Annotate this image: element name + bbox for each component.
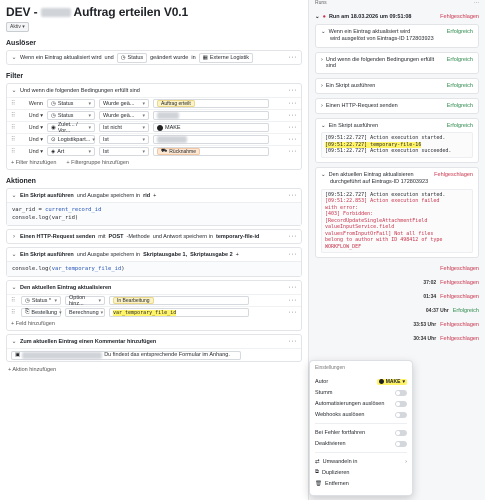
condition-field[interactable]: ◷ Status ▾ [47,111,95,120]
toggle-row-mute[interactable]: Stumm [315,387,407,398]
condition-value[interactable] [153,135,269,144]
tag-icon: ◈ [51,148,56,155]
condition-field[interactable]: ◈ Art ▾ [47,147,95,156]
chevron-right-icon: › [321,57,323,63]
chevron-right-icon: › [321,83,323,89]
run-title: Run am 18.03.2026 um 09:51:08 [328,14,412,20]
make-logo-icon [379,379,384,384]
run-step[interactable]: ⌄ Den aktuellen Eintrag aktualisieren Fehlgeschlagen durchgeführt auf Eintrags-ID 172803923 [09:51:22.727] Action execution started. [09:51:22.853] Action execution failed with error: [403] Forbidden: [RecordUpdateSingleAttachmentField valueInputService.field valuesFromInputOrFail] Not all files belong to author with ID 498412 of type WORKFLOW_DEF [315,167,479,259]
action-title: Den aktuellen Eintrag aktualisieren [20,284,112,291]
add-icon[interactable]: + [235,251,239,258]
step-detail: durchgeführt auf Eintrags-ID 172803923 [330,178,429,185]
update-field-row [7,306,301,318]
truck-icon: ⛟ [161,148,168,154]
link-icon: ⊙ [51,136,56,143]
step-log: [09:51:22.727] Action execution started. [09:51:22.727] temporary-file-16 [09:51:22.727] Action execution succeeded. [321,132,473,158]
drag-handle-icon[interactable]: ⠿ [11,298,16,304]
chevron-down-icon: ⌄ [315,14,320,20]
run-header[interactable] [315,14,479,20]
filter-condition [7,109,301,121]
redacted-value [157,136,187,143]
drag-handle-icon[interactable]: ⠿ [11,310,16,316]
output-variable: Skriptausgabe 1, [143,251,188,258]
filter-card [6,83,302,170]
toggle-row-trigger-automations[interactable]: Automatisierungen auslösen [315,398,407,409]
chevron-down-icon: ⌄ [321,171,326,178]
action-card-update-record [6,280,302,331]
clock-icon: ◷ [120,54,126,61]
more-icon[interactable]: ··· [288,112,297,119]
action-card-comment [6,334,302,362]
drag-handle-icon[interactable]: ⠿ [11,149,16,155]
trigger-field-pill[interactable]: ◷ Status [117,53,147,63]
filter-condition [7,121,301,133]
run-step[interactable]: › Einen HTTP-Request senden Erfolgreich [315,98,479,114]
run-step[interactable]: ⌄ Wenn ein Eintrag aktualisiert wird Erfolgreich wird ausgelöst von Eintrags-ID 172803923 [315,24,479,48]
value-input[interactable]: var_temporary_file_id [109,308,249,317]
field-select[interactable]: ◷ Status * ▾ [21,296,61,305]
author-row[interactable]: Autor MAKE ▾ [315,378,405,385]
chevron-down-icon: ⌄ [321,29,326,35]
filter-heading: Und wenn die folgenden Bedingungen erfüllt sind [20,87,140,94]
run-row[interactable]: 30:34 Uhr Fehlgeschlagen [413,336,479,342]
redacted-value [157,112,179,119]
action-title: Zum aktuellen Eintrag einen Kommentar hinzufügen [20,338,157,345]
menu-item-duplicate[interactable]: ⧉ Duplizieren [315,469,350,476]
add-icon[interactable]: + [153,192,157,199]
drag-handle-icon[interactable]: ⠿ [11,101,16,107]
update-field-row [7,294,301,306]
action-card-http: › Einen HTTP-Request senden mit POST -Methode und Antwort speichern in temporary-file-id ··· [6,229,302,244]
condition-value[interactable]: MAKE [153,123,269,132]
more-icon[interactable]: ··· [288,338,297,345]
action-title: Ein Skript ausführen [20,192,74,199]
chevron-down-icon[interactable]: ⌄ [11,88,17,94]
more-icon[interactable]: ··· [288,251,297,258]
condition-comparator[interactable]: Wurde geä... ▾ [99,111,149,120]
more-icon[interactable]: ··· [288,297,297,304]
mode-select[interactable]: Berechnung ▾ [65,308,105,317]
redacted-name [41,8,71,17]
condition-comparator[interactable]: Wurde geä... ▾ [99,99,149,108]
trigger-and: und [104,54,114,61]
action-card-script-1 [6,188,302,226]
comment-input[interactable] [11,351,241,360]
run-step[interactable]: ⌄ Ein Skript ausführen Erfolgreich [09:51:22.727] Action execution started. [09:51:22.727] temporary-file-16 [09:51:22.727] Action execution succeeded. [315,118,479,163]
user-icon: ◉ [51,124,56,131]
page-title [6,5,302,19]
condition-operator[interactable]: Und ▾ [28,112,43,119]
condition-operator: Wenn [28,100,43,107]
more-icon[interactable]: ··· [288,284,297,291]
trigger-text: Wenn ein Eintrag aktualisiert wird [20,54,102,61]
condition-field[interactable]: ◉ Zulet... / Vor... ▾ [47,123,95,132]
add-action-button[interactable]: + Aktion hinzufügen [8,367,57,373]
condition-operator[interactable]: Und ▾ [28,148,43,155]
more-icon[interactable]: ··· [288,192,297,199]
field-select[interactable]: ⎘ Bestellung ▾ [21,308,61,317]
more-icon[interactable]: ··· [288,136,297,143]
trigger-text2: geändert wurde [150,54,189,61]
avatar [157,125,163,131]
menu-header: Einstellungen [315,365,346,371]
menu-item-remove[interactable]: 🗑 Entfernen [315,480,349,487]
toggle-switch[interactable] [395,401,407,407]
more-icon[interactable]: ··· [474,0,479,6]
more-icon[interactable]: ··· [288,148,297,155]
clock-icon: ◷ [51,100,56,107]
condition-comparator[interactable]: Ist ▾ [99,135,149,144]
duplicate-icon: ⧉ [315,469,319,475]
step-detail: wird ausgelöst von Eintrags-ID 172803923 [330,36,434,42]
author-badge: MAKE ▾ [377,379,407,385]
chevron-down-icon[interactable]: ⌄ [11,339,17,345]
add-filter-group-button[interactable]: + Filtergruppe hinzufügen [66,160,129,166]
toggle-row-deactivate[interactable]: Deaktivieren [315,438,407,449]
trigger-table-pill[interactable]: ▦ Externe Logistik [199,53,253,63]
table-icon: ▦ [202,54,208,61]
run-row[interactable]: Fehlgeschlagen [440,266,479,272]
title-suffix: Auftrag erteilen V0.1 [73,5,189,19]
value-tag: In Bearbeitung [113,297,154,304]
action-title: Ein Skript ausführen [20,251,74,258]
run-step[interactable]: › Ein Skript ausführen Erfolgreich [315,78,479,94]
condition-comparator[interactable]: Ist ▾ [99,147,149,156]
chevron-right-icon[interactable]: › [13,233,15,240]
step-log: [09:51:22.727] Action execution started. [09:51:22.853] Action execution failed with error: [403] Forbidden: [RecordUpdateSingleAttachmentField valueInputService.field valuesFromInputOrFail] Not all files belong to author with ID 498412 of type WORKFLOW_DEF [321,189,473,254]
value-tag: Auftrag erteilt [157,100,195,107]
run-step[interactable]: › Und wenn die folgenden Bedingungen erfüllt sind Erfolgreich [315,52,479,74]
action-card-script-2: ⌄ Ein Skript ausführen und Ausgabe speichern in Skriptausgabe 1, Skriptausgabe 2 + ··· console.log(var_temporary_file_id) [6,247,302,277]
run-row[interactable]: 01:34 Fehlgeschlagen [423,294,479,300]
condition-value[interactable] [153,111,269,120]
more-icon[interactable]: ··· [288,54,297,61]
convert-icon: ⇄ [315,458,320,465]
trigger-card[interactable] [6,50,302,65]
run-status: Fehlgeschlagen [440,14,479,20]
condition-field[interactable]: ◷ Status ▾ [47,99,95,108]
output-variable: Skriptausgabe 2 [190,251,233,258]
more-icon[interactable]: ··· [288,87,297,94]
condition-comparator[interactable]: Ist nicht ▾ [99,123,149,132]
filter-condition [7,133,301,145]
clock-icon: ◷ [51,112,56,119]
code-editor[interactable]: console.log(var_temporary_file_id) [7,261,301,276]
comment-icon: ▣ [15,352,21,358]
title-prefix: DEV - [6,5,38,19]
value-tag: ⛟ Rücknahme [157,148,200,155]
more-icon[interactable]: ··· [288,124,297,131]
add-filter-button[interactable]: + Filter hinzufügen [11,160,57,166]
filter-condition [7,145,301,157]
drag-handle-icon[interactable]: ⠿ [11,113,16,119]
toggle-row-continue-on-error[interactable]: Bei Fehler fortfahren [315,427,407,438]
mode-select[interactable]: Option hinz... ▾ [65,296,105,305]
status-dropdown[interactable]: Aktiv ▾ [6,22,29,32]
redacted-text [22,352,102,359]
action-settings-menu [309,360,413,496]
condition-field[interactable]: ⊙ Logistikpart... ▾ [47,135,95,144]
toggle-row-trigger-webhooks[interactable]: Webhooks auslösen [315,409,407,420]
action-title: Einen HTTP-Request senden [20,233,96,240]
toggle-switch[interactable] [395,412,407,418]
filter-condition [7,97,301,109]
http-method: POST [108,233,124,240]
chevron-down-icon[interactable]: ⌄ [11,193,17,199]
value-select[interactable] [109,296,249,305]
trigger-in: in [191,54,196,61]
condition-operator[interactable]: Und ▾ [28,124,43,131]
comment-text: Du findest das entsprechende Formular im Anhang. [104,352,230,358]
menu-item-convert[interactable]: ⇄ Umwandeln in › [315,458,407,465]
chevron-down-icon[interactable]: ⌄ [11,55,17,61]
chevron-down-icon: ⌄ [321,123,326,129]
runs-panel-title: Runs [315,0,327,6]
condition-value[interactable] [153,99,269,108]
more-icon[interactable]: ··· [288,233,297,240]
add-field-button[interactable]: + Feld hinzufügen [11,321,55,327]
drag-handle-icon[interactable]: ⠿ [11,137,16,143]
trash-icon: 🗑 [315,480,322,487]
action-title-mid: und Ausgabe speichern in [76,192,141,199]
chevron-right-icon: › [405,458,407,465]
code-editor[interactable]: var_rid = current_record_id console.log(var_rid) [7,202,301,225]
section-filter: Filter [6,73,24,80]
chevron-down-icon[interactable]: ⌄ [11,285,17,291]
status-dot-icon: ● [322,14,326,20]
more-icon[interactable]: ··· [288,100,297,107]
output-variable: rid [143,192,151,199]
attachment-icon: ⎘ [25,309,30,315]
run-row[interactable]: 33:53 Uhr Fehlgeschlagen [413,322,479,328]
condition-value[interactable] [153,147,269,156]
clock-icon: ◷ [25,297,30,304]
run-row[interactable]: 37:02 Fehlgeschlagen [423,280,479,286]
output-variable: temporary-file-id [216,233,260,240]
section-actions: Aktionen [6,178,36,185]
chevron-right-icon: › [321,103,323,109]
toggle-switch[interactable] [395,441,407,447]
more-icon[interactable]: ··· [288,309,297,316]
run-row[interactable]: 04:37 Uhr Erfolgreich [425,308,479,314]
drag-handle-icon[interactable]: ⠿ [11,125,16,131]
section-trigger: Auslöser [6,40,36,47]
toggle-switch[interactable] [395,390,407,396]
chevron-down-icon[interactable]: ⌄ [11,252,17,258]
toggle-switch[interactable] [395,430,407,436]
condition-operator[interactable]: Und ▾ [28,136,43,143]
